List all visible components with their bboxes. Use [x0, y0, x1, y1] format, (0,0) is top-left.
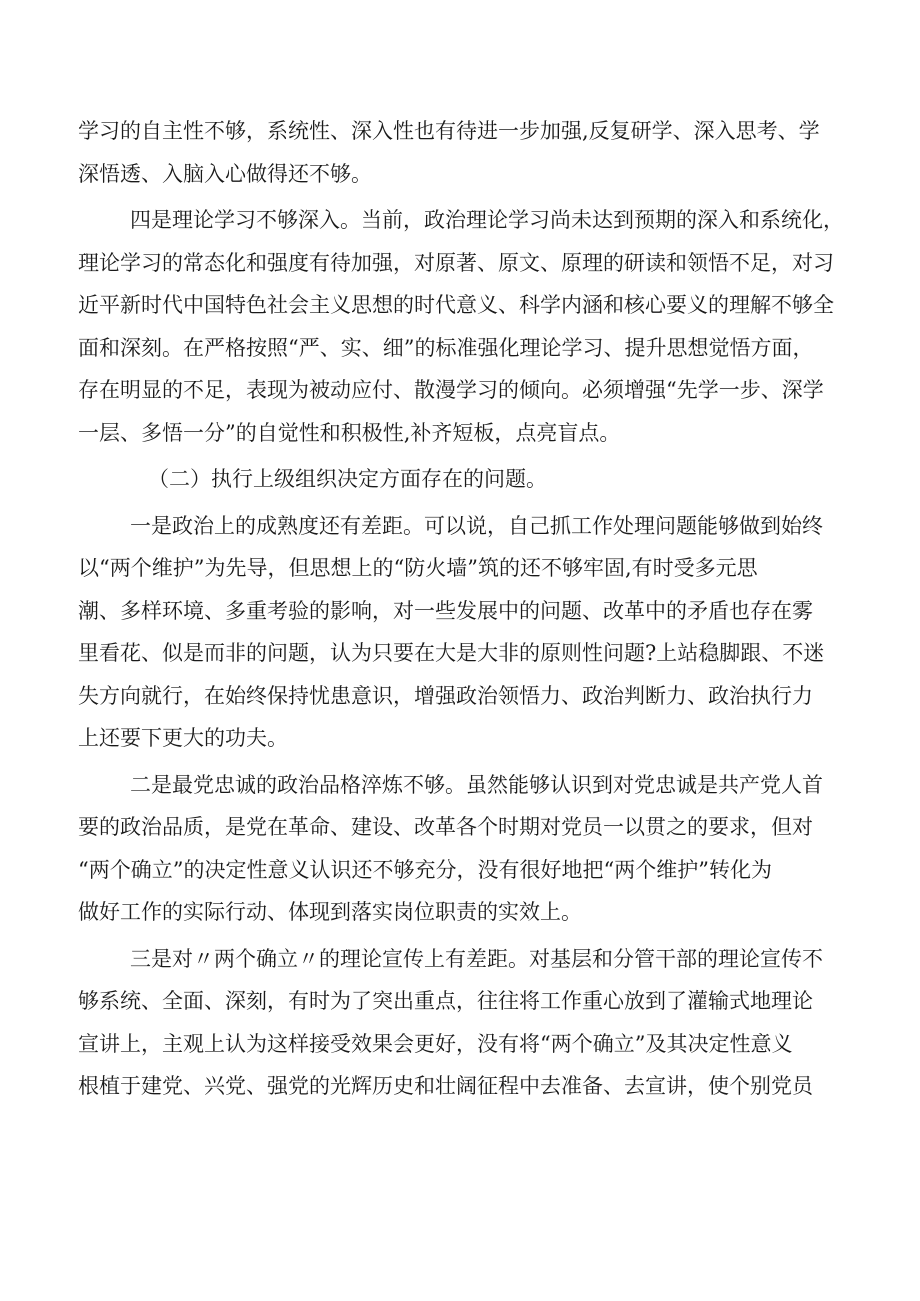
text-line: 够系统、全面、深刻，有时为了突出重点，往往将工作重心放到了灌输式地理论	[78, 989, 813, 1013]
text-line: 要的政治品质，是党在革命、建设、改革各个时期对党员一以贯之的要求，但对	[78, 815, 813, 839]
paragraph-learning-autonomy	[78, 110, 868, 195]
text-line: 深悟透、入脑入心做得还不够。	[78, 161, 372, 186]
text-line: 近平新时代中国特色社会主义思想的时代意义、科学内涵和核心要义的理解不够全	[78, 293, 834, 317]
text-line: 一层、多悟一分”的自觉性和积极性,补齐短板，点亮盲点。	[78, 420, 621, 445]
text-line: 四是理论学习不够深入。当前，政治理论学习尚未达到预期的深入和系统化，	[130, 208, 844, 232]
text-line: 学习的自主性不够，系统性、深入性也有待进一步加强,反复研学、深入思考、学	[78, 119, 820, 143]
text-line: 潮、多样环境、多重考验的影响，对一些发展中的问题、改革中的矛盾也存在雾	[78, 598, 813, 623]
text-line: 失方向就行，在始终保持忧患意识，增强政治领悟力、政治判断力、政治执行力	[78, 683, 813, 708]
paragraph-theory-publicity	[78, 938, 868, 1108]
text-line: 存在明显的不足，表现为被动应付、散漫学习的倾向。必须增强“先学一步、深学	[78, 378, 824, 402]
text-line: 一是政治上的成熟度还有差距。可以说，自己抓工作处理问题能够做到始终	[130, 513, 823, 538]
paragraph-political-maturity	[78, 505, 868, 760]
text-line: “两个确立”的决定性意义认识还不够充分，没有很好地把“两个维护”转化为	[78, 857, 772, 882]
text-line: 面和深刻。在严格按照“严、实、细”的标准强化理论学习、提升思想觉悟方面，	[78, 335, 814, 360]
paragraph-loyalty	[78, 764, 868, 934]
text-line: 以“两个维护”为先导，但思想上的“防火墙”筑的还不够牢固,有时受多元思	[78, 556, 758, 580]
text-line: 根植于建党、兴党、强党的光辉历史和壮阔征程中去准备、去宣讲，使个别党员	[78, 1074, 813, 1098]
document-body	[78, 110, 868, 1112]
text-line: 里看花、似是而非的问题，认为只要在大是大非的原则性问题?上站稳脚跟、不迷	[78, 641, 825, 665]
text-line: 宣讲上，主观上认为这样接受效果会更好，没有将“两个确立”及其决定性意义	[78, 1031, 793, 1056]
text-line: 二是最党忠诚的政治品格淬炼不够。虽然能够认识到对党忠诚是共产党人首	[130, 772, 823, 797]
section-heading	[78, 458, 868, 501]
text-line: 理论学习的常态化和强度有待加强，对原著、原文、原理的研读和领悟不足，对习	[78, 250, 834, 275]
paragraph-theory-study	[78, 199, 868, 454]
text-line: 上还要下更大的功夫。	[78, 726, 288, 750]
heading-line: （二）执行上级组织决定方面存在的问题。	[148, 467, 547, 491]
text-line: 做好工作的实际行动、体现到落实岗位职责的实效上。	[78, 900, 582, 924]
text-line: 三是对〃两个确立〃的理论宣传上有差距。对基层和分管干部的理论宣传不	[130, 946, 823, 971]
